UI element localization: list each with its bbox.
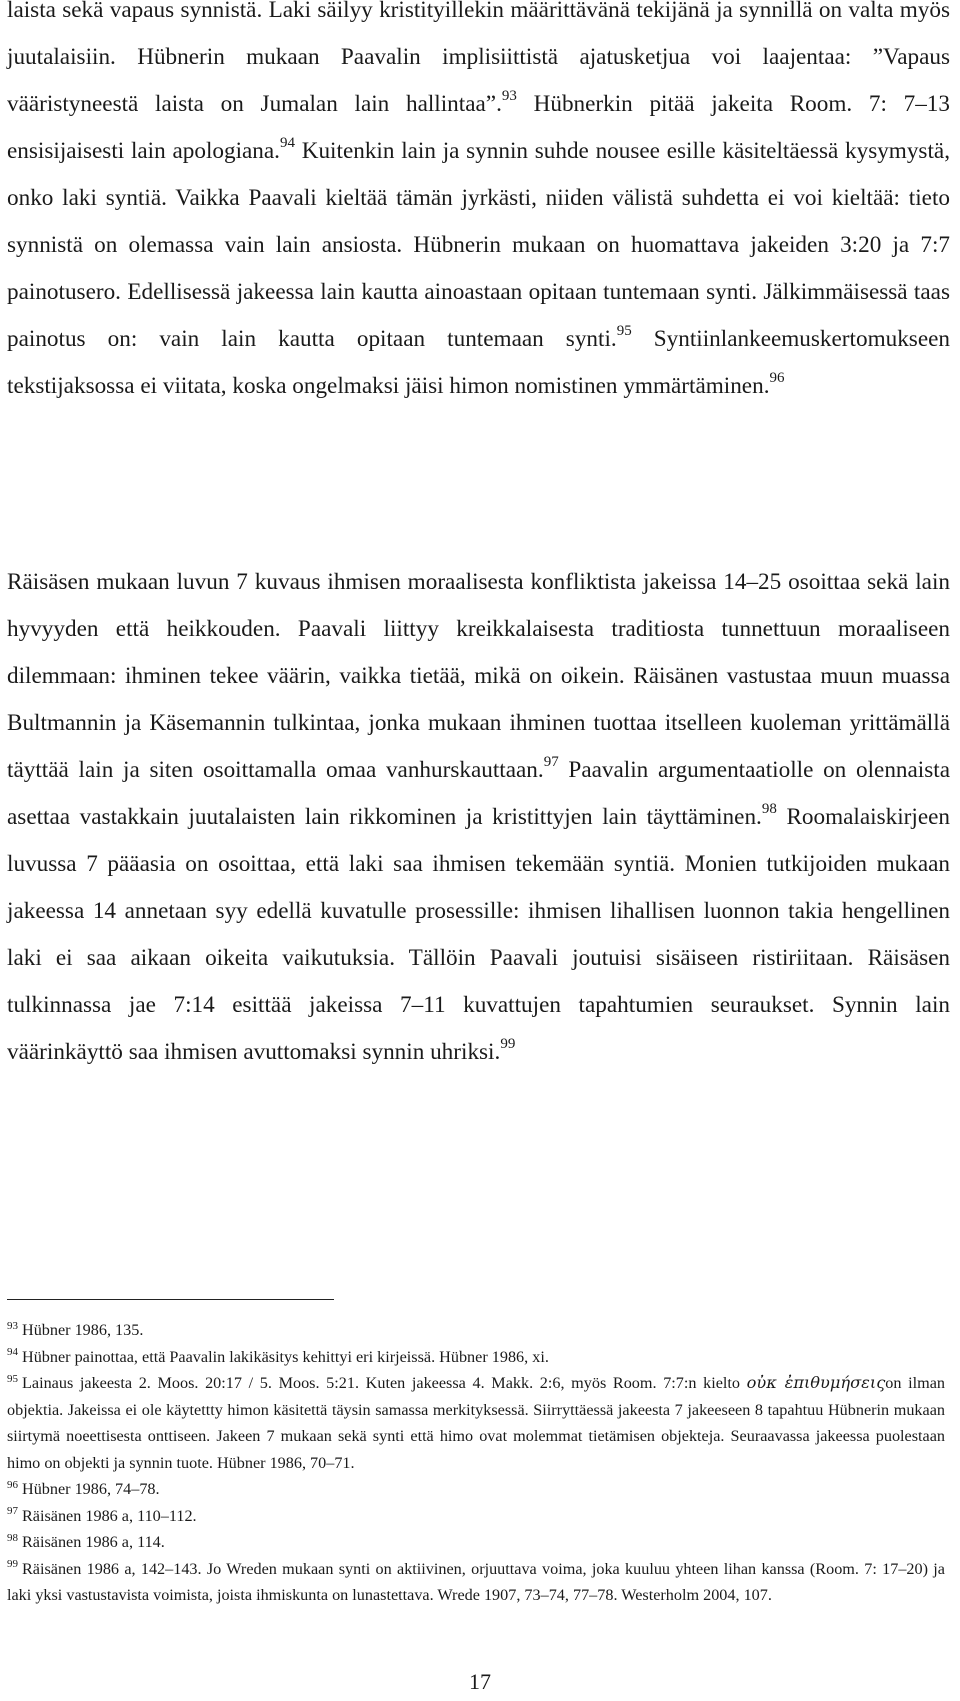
- footnote-ref-96[interactable]: 96: [769, 370, 785, 387]
- footnote-text: Räisänen 1986 a, 142–143. Jo Wreden mukaan synti on aktiivinen, orjuuttava voima, joka kuuluu yhteen lihan kanssa (Room. 7: 17–20) ja laki yksi vastustavista voimista, joista ihmiskunta on lunastettava. Wrede 1907, 73–74, 77–78. Westerholm 2004, 107.: [7, 1559, 945, 1604]
- footnote-ref-97[interactable]: 97: [543, 754, 559, 771]
- footnote-94: [7, 1344, 945, 1371]
- footnote-number: 96: [7, 1478, 18, 1491]
- footnote-99: [7, 1556, 945, 1609]
- body-paragraph-1: [7, 0, 950, 410]
- paragraph-text: laista sekä vapaus synnistä. Laki säilyy kristityillekin määrittävänä tekijänä ja synnillä on valta myös juutalaisiin. Hübnerin mukaan Paavalin implisiittistä ajatusketjua voi laajentaa: ”Vapaus vääristyneestä laista on Jumalan lain hallintaa”.: [7, 0, 950, 117]
- greek-phrase: οὐκ ἐπιθυμήσεις: [746, 1373, 886, 1392]
- footnote-ref-93[interactable]: 93: [501, 88, 517, 105]
- paragraph-text: Paavalin argumentaatiolle on olennaista asettaa vastakkain juutalaisten lain rikkominen ja kristittyjen lain täyttäminen.: [7, 757, 950, 830]
- footnote-ref-99[interactable]: 99: [500, 1036, 516, 1053]
- paragraph-text: Syntiinlankeemuskertomukseen tekstijaksossa ei viitata, koska ongelmaksi jäisi himon nomistinen ymmärtäminen.: [7, 326, 950, 399]
- paragraph-text: Kuitenkin lain ja synnin suhde nousee esille käsiteltäessä kysymystä, onko laki syntiä. Vaikka Paavali kieltää tämän jyrkästi, niiden välistä suhdetta ei voi kieltää: tieto synnistä on olemassa vain lain ansiosta. Hübnerin mukaan on huomattava jakeiden 3:20 ja 7:7 painotusero. Edellisessä jakeessa lain kautta ainoastaan opitaan tuntemaan synti. Jälkimmäisessä taas painotus on: vain lain kautta opitaan tuntemaan synti.: [7, 138, 950, 352]
- footnote-97: [7, 1503, 945, 1530]
- footnote-text: Räisänen 1986 a, 114.: [22, 1533, 165, 1551]
- paragraph-text: Räisäsen mukaan luvun 7 kuvaus ihmisen moraalisesta konfliktista jakeissa 14–25 osoittaa sekä lain hyvyyden että heikkouden. Paavali liittyy kreikkalaisesta traditiosta tunnettuun moraaliseen dilemmaan: ihminen tekee väärin, vaikka tietää, mikä on oikein. Räisänen vastustaa muun muassa Bultmannin ja Käsemannin tulkintaa, jonka mukaan ihminen tuottaa itselleen kuoleman yrittämällä täyttää lain ja siten osoittamalla omaa vanhurskauttaan.: [7, 569, 950, 783]
- footnote-number: 93: [7, 1319, 18, 1332]
- paragraph-text: Roomalaiskirjeen luvussa 7 pääasia on osoittaa, että laki saa ihmisen tekemään syntiä. Monien tutkijoiden mukaan jakeessa 14 annetaan syy edellä kuvatulle prosessille: ihmisen lihallisen luonnon takia hengellinen laki ei saa aikaan oikeita vaikutuksia. Tällöin Paavali joutuisi sisäiseen ristiriitaan. Räisäsen tulkinnassa jae 7:14 esittää jakeissa 7–11 kuvattujen tapahtumien seuraukset. Synnin lain väärinkäyttö saa ihmisen avuttomaksi synnin uhriksi.: [7, 804, 951, 1065]
- footnote-text: Hübner painottaa, että Paavalin lakikäsitys kehittyi eri kirjeissä. Hübner 1986, xi.: [22, 1347, 549, 1366]
- footnote-number: 98: [7, 1531, 18, 1544]
- footnote-98: [7, 1529, 945, 1556]
- footnote-separator: [7, 1299, 334, 1300]
- footnotes-section: [7, 1317, 945, 1609]
- footnote-number: 97: [7, 1505, 18, 1518]
- footnote-text: Lainaus jakeesta 2. Moos. 20:17 / 5. Moos. 5:21. Kuten jakeessa 4. Makk. 2:6, myös Room. 7:7:n kielto: [22, 1374, 747, 1392]
- footnote-ref-98[interactable]: 98: [761, 801, 777, 818]
- footnote-95: [7, 1370, 945, 1476]
- footnote-ref-94[interactable]: 94: [279, 135, 295, 152]
- footnote-93: [7, 1317, 945, 1344]
- body-paragraph-2: [7, 559, 950, 1076]
- footnote-text: Räisänen 1986 a, 110–112.: [22, 1506, 197, 1525]
- page-number: 17: [469, 1669, 491, 1694]
- footnote-ref-95[interactable]: 95: [616, 323, 632, 340]
- footnote-text: on ilman objektia. Jakeissa ei ole käytettty himon käsitettä täysin samassa merkityksessä. Siirryttäessä jakeesta 7 jakeeseen 8 tapahtuu Hübnerin mukaan siirtymä noeettisesta onttiseen. Jakeen 7 mukaan sekä synti että himo ovat molemmat tietämisen objekteja. Seuraavassa jakeessa puolestaan himo on objekti ja synnin tuote. Hübner 1986, 70–71.: [7, 1374, 945, 1472]
- footnote-text: Hübner 1986, 74–78.: [22, 1480, 160, 1498]
- footnote-number: 94: [7, 1346, 18, 1359]
- footnote-number: 99: [7, 1558, 18, 1571]
- paragraph-text: Hübnerkin pitää jakeita Room. 7: 7–13 ensisijaisesti lain apologiana.: [7, 91, 950, 164]
- footnote-text: Hübner 1986, 135.: [22, 1321, 144, 1339]
- footnote-96: [7, 1476, 945, 1503]
- footnote-number: 95: [7, 1372, 18, 1385]
